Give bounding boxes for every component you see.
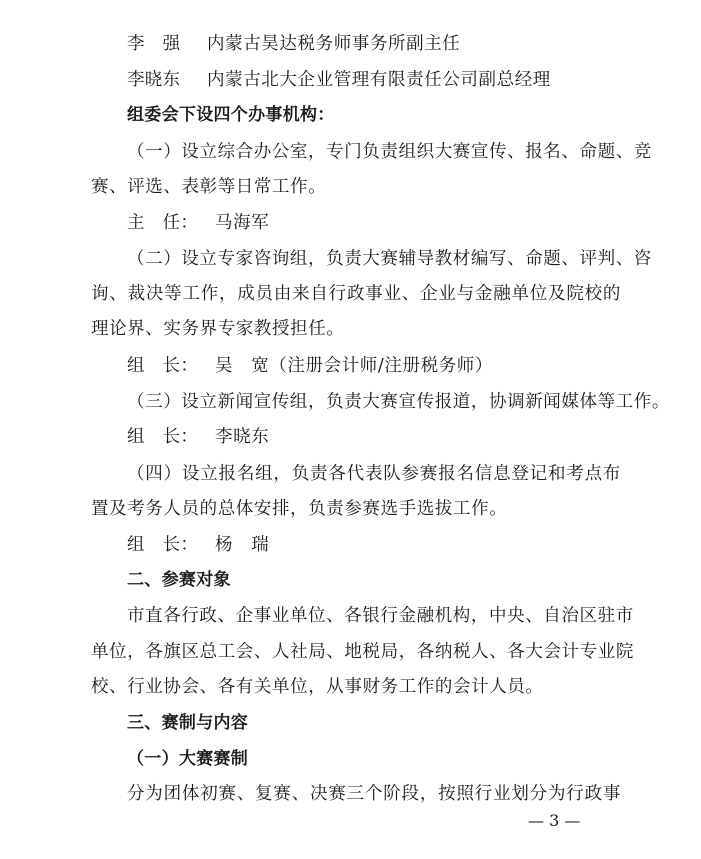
leader-label: 组 长：	[127, 356, 199, 376]
office-2-line-2: 询、裁决等工作，成员由来自行政事业、企业与金融单位及院校的	[91, 284, 621, 304]
office-2-leader	[127, 355, 493, 377]
page-number: — 3 —	[528, 811, 581, 830]
section-3-line-1: 分为团体初赛、复赛、决赛三个阶段，按照行业划分为行政事	[127, 784, 621, 804]
leader-name: 马海军	[215, 213, 270, 233]
leader-label: 组 长：	[127, 427, 199, 447]
office-3-leader	[127, 426, 269, 448]
roster-name: 李 强	[127, 34, 181, 54]
roster-entry	[127, 33, 460, 55]
leader-name: 吴 宽（注册会计师/注册税务师）	[215, 356, 493, 376]
office-1-line-1: （一）设立综合办公室，专门负责组织大赛宣传、报名、命题、竞	[127, 142, 652, 162]
office-intro: 组委会下设四个办事机构：	[127, 105, 335, 125]
office-2-line-1: （二）设立专家咨询组，负责大赛辅导教材编写、命题、评判、咨	[127, 249, 652, 269]
leader-label: 组 长：	[127, 535, 199, 555]
office-4-line-2: 置及考务人员的总体安排，负责参赛选手选拔工作。	[91, 499, 508, 519]
roster-entry	[127, 69, 551, 91]
roster-name: 李晓东	[127, 70, 181, 90]
section-2-heading: 二、参赛对象	[127, 570, 231, 590]
office-3-line-1: （三）设立新闻宣传组，负责大赛宣传报道，协调新闻媒体等工作。	[127, 392, 670, 412]
roster-role: 内蒙古昊达税务师事务所副主任	[207, 34, 461, 54]
office-2-line-3: 理论界、实务界专家教授担任。	[91, 319, 345, 339]
section-3-heading: 三、赛制与内容	[127, 713, 249, 733]
office-1-leader	[127, 212, 269, 234]
section-2-line-2: 单位，各旗区总工会、人社局、地税局，各纳税人、各大会计专业院	[91, 642, 634, 662]
leader-name: 李晓东	[215, 427, 270, 447]
leader-name: 杨 瑞	[215, 535, 270, 555]
roster-role: 内蒙古北大企业管理有限责任公司副总经理	[207, 70, 551, 90]
section-2-line-3: 校、行业协会、各有关单位，从事财务工作的会计人员。	[91, 677, 544, 697]
office-1-line-2: 赛、评选、表彰等日常工作。	[91, 177, 327, 197]
office-4-leader	[127, 534, 269, 556]
section-2-line-1: 市直各行政、企事业单位、各银行金融机构，中央、自治区驻市	[127, 606, 634, 626]
office-4-line-1: （四）设立报名组，负责各代表队参赛报名信息登记和考点布	[127, 464, 621, 484]
leader-label: 主 任：	[127, 213, 199, 233]
section-3-subheading: （一）大赛赛制	[127, 749, 249, 769]
